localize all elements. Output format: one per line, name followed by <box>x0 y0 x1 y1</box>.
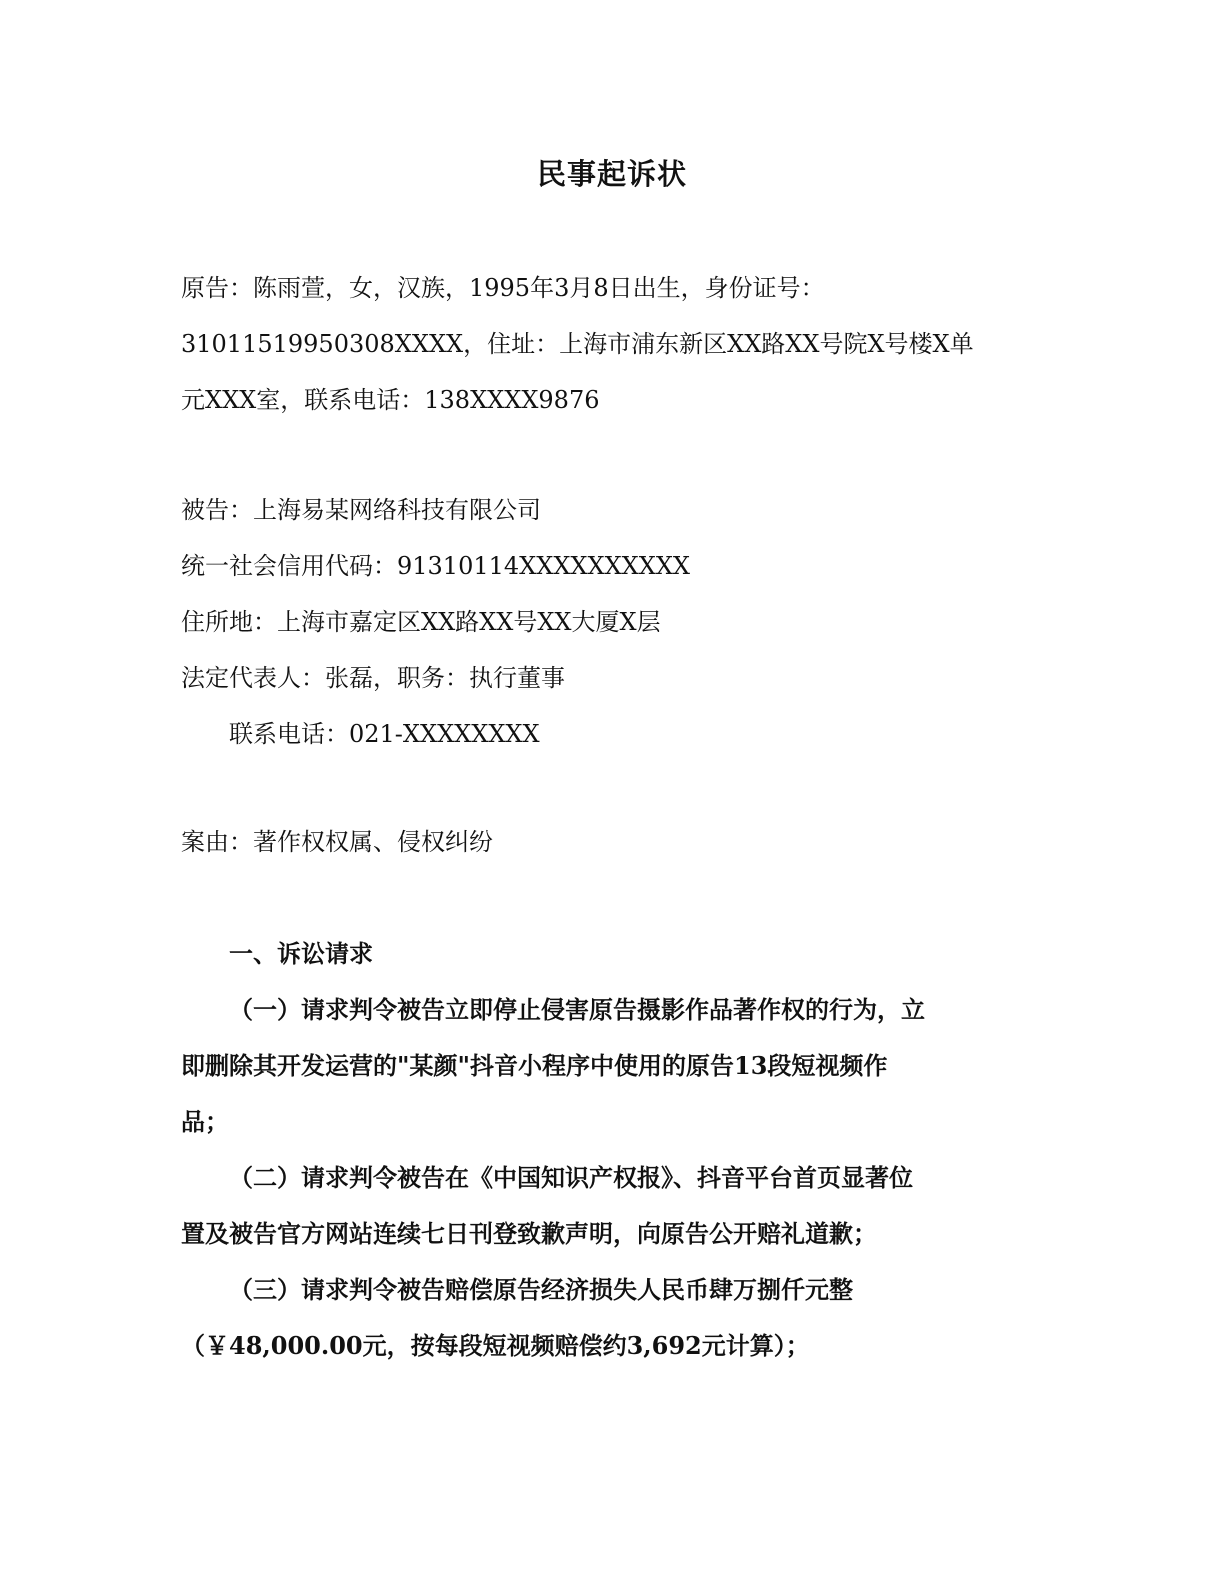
plaintiff-line-3: 元XXX室，联系电话：138XXXX9876 <box>181 386 600 414</box>
defendant-phone: 联系电话：021-XXXXXXXX <box>229 720 540 748</box>
cause-section <box>181 814 1041 870</box>
defendant-credit-code: 统一社会信用代码：91310114XXXXXXXXXX <box>181 552 691 580</box>
defendant-address: 住所地：上海市嘉定区XX路XX号XX大厦X层 <box>181 608 661 636</box>
document-title: 民事起诉状 <box>536 157 687 191</box>
claim-3-line-2: （￥48,000.00元，按每段短视频赔偿约3,692元计算）； <box>181 1331 810 1360</box>
claim-3-line-1: （三）请求判令被告赔偿原告经济损失人民币肆万捌仟元整 <box>229 1275 853 1304</box>
plaintiff-section <box>181 260 1041 428</box>
defendant-section <box>181 482 1041 762</box>
claims-heading: 一、诉讼请求 <box>229 939 373 968</box>
claims-section <box>181 926 1041 1374</box>
claim-1-line-2: 即删除其开发运营的"某颜"抖音小程序中使用的原告13段短视频作 <box>181 1051 888 1080</box>
claim-2-line-1: （二）请求判令被告在《中国知识产权报》、抖音平台首页显著位 <box>229 1163 913 1192</box>
plaintiff-line-1: 原告：陈雨萱，女，汉族，1995年3月8日出生，身份证号： <box>181 274 825 302</box>
claim-2-line-2: 置及被告官方网站连续七日刊登致歉声明，向原告公开赔礼道歉； <box>181 1219 877 1248</box>
cause-text: 案由：著作权权属、侵权纠纷 <box>181 828 493 856</box>
claim-1-line-3: 品； <box>181 1107 229 1136</box>
defendant-name: 被告：上海易某网络科技有限公司 <box>181 496 541 524</box>
plaintiff-line-2: 31011519950308XXXX，住址：上海市浦东新区XX路XX号院X号楼X单 <box>181 330 974 358</box>
claim-1-line-1: （一）请求判令被告立即停止侵害原告摄影作品著作权的行为，立 <box>229 995 925 1024</box>
defendant-representative: 法定代表人：张磊，职务：执行董事 <box>181 664 565 692</box>
